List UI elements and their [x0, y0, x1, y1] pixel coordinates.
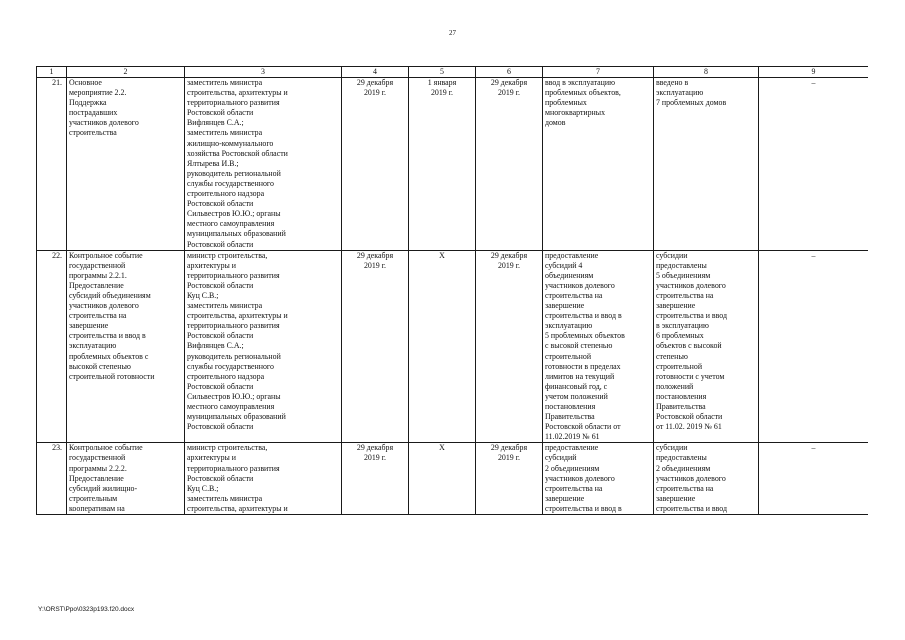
cell-text-line: строительства — [69, 128, 117, 138]
responsible-cell — [185, 443, 342, 515]
cell-text-line: с высокой степенью — [545, 341, 613, 351]
cell-text-line: министр строительства, — [187, 250, 268, 260]
column-header-1: 1 — [37, 67, 67, 78]
cell-text-line: строительства и ввод в — [545, 503, 622, 513]
cell-text-line: Куц С.В.; — [187, 290, 219, 300]
cell-text-line: Ростовской области — [187, 239, 254, 249]
cell-text-line: Правительства — [656, 402, 706, 411]
cell-text-line: участников долевого — [545, 280, 615, 290]
cell-text-line: строительства и ввод — [656, 503, 728, 513]
cell-text-line: 2019 г. — [497, 260, 521, 270]
cell-text-line: 2019 г. — [363, 88, 387, 98]
deviation-reason-cell: – — [759, 250, 869, 443]
cell-text-line: строительства, архитектуры и — [187, 88, 288, 98]
cell-text-line: государственной — [69, 260, 126, 270]
cell-text-line: строительным — [69, 493, 118, 503]
deviation-reason-cell: – — [759, 78, 869, 251]
cell-text-line: муниципальных образований — [187, 229, 286, 239]
cell-text-line: министр строительства, — [187, 443, 268, 453]
responsible-cell — [185, 78, 342, 251]
cell-text-line: 5 объединениям — [656, 270, 711, 280]
cell-text-line: учетом положений — [545, 391, 608, 401]
cell-text-line: Ростовской области — [187, 422, 254, 432]
cell-text-line: завершение — [656, 493, 696, 503]
cell-text-line: участников долевого — [69, 301, 139, 311]
cell-text-line: субсидии — [656, 250, 688, 260]
cell-text-line: Вифлянцев С.А.; — [187, 341, 244, 351]
cell-text-line: участников долевого — [545, 473, 615, 483]
cell-text-line: службы государственного — [187, 361, 274, 371]
cell-text-line: руководитель региональной — [187, 351, 281, 361]
cell-text-line: заместитель министра — [187, 78, 263, 87]
cell-text-line: готовности в пределах — [545, 361, 621, 371]
table-row — [37, 443, 869, 515]
cell-text-line: мероприятие 2.2. — [69, 88, 127, 98]
cell-text-line: 2019 г. — [497, 453, 521, 463]
cell-text-line: кооперативам на — [69, 503, 125, 513]
cell-text-line: эксплуатацию — [656, 88, 704, 98]
cell-text-line: эксплуатацию — [545, 321, 593, 331]
deviation-reason-cell: – — [759, 443, 869, 515]
cell-text-line: лимитов на текущий — [545, 371, 615, 381]
cell-text-line: участников долевого — [656, 280, 726, 290]
cell-text-line: муниципальных образований — [187, 412, 286, 422]
row-number-cell: 22. — [37, 250, 67, 443]
cell-text-line: Ялтырева И.В.; — [187, 158, 239, 168]
cell-text-line: предоставление — [545, 443, 599, 453]
planned-result-cell — [543, 78, 654, 251]
cell-text-line: Поддержка — [69, 98, 107, 108]
cell-text-line: строительной — [545, 351, 592, 361]
cell-text-line: 5 проблемных объектов — [545, 331, 625, 341]
cell-text-line: проблемных объектов с — [69, 351, 149, 361]
cell-text-line: местного самоуправления — [187, 219, 275, 229]
cell-text-line: участников долевого — [656, 473, 726, 483]
cell-text-line: объектов с высокой — [656, 341, 722, 351]
cell-text-line: 2 объединениям — [656, 463, 711, 473]
actual-start-date-cell — [409, 443, 476, 515]
cell-text-line: Куц С.В.; — [187, 483, 219, 493]
planned-date-cell — [342, 78, 409, 251]
cell-text-line: 29 декабря — [490, 250, 528, 260]
cell-text-line: объединениям — [545, 270, 594, 280]
cell-text-line: строительства на — [69, 311, 127, 321]
table-row — [37, 78, 869, 251]
planned-date-cell — [342, 443, 409, 515]
cell-text-line: жилищно-коммунального — [187, 138, 274, 148]
cell-text-line: службы государственного — [187, 178, 274, 188]
actual-end-date-cell — [476, 443, 543, 515]
responsible-cell — [185, 250, 342, 443]
planned-result-cell — [543, 250, 654, 443]
cell-text-line: положений — [656, 381, 694, 391]
cell-text-line: Предоставление — [69, 473, 124, 483]
column-header-8: 8 — [654, 67, 759, 78]
cell-text-line: строительного надзора — [187, 189, 265, 199]
cell-text-line: территориального развития — [187, 463, 280, 473]
cell-text-line: руководитель региональной — [187, 168, 281, 178]
cell-text-line: 11.02.2019 № 61 — [545, 432, 600, 442]
planned-result-cell — [543, 443, 654, 515]
cell-text-line: субсидий жилищно- — [69, 483, 138, 493]
cell-text-line: строительства и ввод — [656, 311, 728, 321]
cell-text-line: строительства на — [656, 290, 714, 300]
header-row — [37, 67, 869, 78]
cell-text-line: строительной готовности — [69, 371, 155, 381]
cell-text-line: строительства на — [545, 290, 603, 300]
cell-text-line: Ростовской области — [187, 108, 254, 118]
column-header-7: 7 — [543, 67, 654, 78]
column-header-2: 2 — [67, 67, 185, 78]
cell-text-line: Сильвестров Ю.Ю.; органы — [187, 391, 281, 401]
cell-text-line: Предоставление — [69, 280, 124, 290]
cell-text-line: от 11.02. 2019 № 61 — [656, 422, 722, 432]
cell-text-line: заместитель министра — [187, 301, 263, 311]
cell-text-line: введено в — [656, 78, 689, 87]
cell-text-line: архитектуры и — [187, 260, 237, 270]
cell-text-line: строительной — [656, 361, 703, 371]
footer-file-path: Y:\ORST\Ppo\0323p193.f20.docx — [38, 606, 135, 613]
cell-text-line: строительства и ввод в — [69, 331, 146, 341]
cell-text-line: завершение — [545, 493, 585, 503]
cell-text-line: 29 декабря — [490, 78, 528, 87]
cell-text-line: участников долевого — [69, 118, 139, 128]
cell-text-line: завершение — [656, 301, 696, 311]
page-number: 27 — [449, 29, 456, 37]
cell-text-line: заместитель министра — [187, 128, 263, 138]
cell-text-line: 29 декабря — [490, 443, 528, 453]
cell-text-line: Контрольное событие — [69, 443, 143, 453]
cell-text-line: строительства на — [656, 483, 714, 493]
table-body — [37, 78, 869, 515]
cell-text-line: высокой степенью — [69, 361, 131, 371]
cell-text-line: 29 декабря — [356, 78, 394, 87]
row-number-cell: 23. — [37, 443, 67, 515]
cell-text-line: Контрольное событие — [69, 250, 143, 260]
cell-text-line: Правительства — [545, 412, 595, 422]
cell-text-line: Основное — [69, 78, 102, 87]
cell-text-line: субсидий 4 — [545, 260, 583, 270]
cell-text-line: территориального развития — [187, 321, 280, 331]
cell-text-line: Ростовской области — [187, 473, 254, 483]
cell-text-line: 6 проблемных — [656, 331, 704, 341]
cell-text-line: строительства на — [545, 483, 603, 493]
event-name-cell — [67, 78, 185, 251]
cell-text-line: территориального развития — [187, 98, 280, 108]
cell-text-line: субсидий объединениям — [69, 290, 151, 300]
cell-text-line: степенью — [656, 351, 688, 361]
actual-start-date-cell — [409, 78, 476, 251]
cell-text-line: строительного надзора — [187, 371, 265, 381]
cell-text-line: постановления — [545, 402, 596, 411]
cell-text-line: Вифлянцев С.А.; — [187, 118, 244, 128]
cell-text-line: субсидии — [656, 443, 688, 453]
cell-text-line: многоквартирных — [545, 108, 606, 118]
cell-text-line: Ростовской области — [187, 331, 254, 341]
cell-text-line: Х — [439, 443, 445, 453]
column-header-5: 5 — [409, 67, 476, 78]
actual-start-date-cell — [409, 250, 476, 443]
cell-text-line: 29 декабря — [356, 443, 394, 453]
cell-text-line: 2019 г. — [363, 260, 387, 270]
cell-text-line: субсидий — [545, 453, 577, 463]
cell-text-line: завершение — [69, 321, 109, 331]
cell-text-line: 29 декабря — [356, 250, 394, 260]
cell-text-line: территориального развития — [187, 270, 280, 280]
cell-text-line: Ростовской области — [656, 412, 723, 422]
cell-text-line: 2019 г. — [497, 88, 521, 98]
column-header-6: 6 — [476, 67, 543, 78]
cell-text-line: проблемных объектов, — [545, 88, 621, 98]
event-name-cell — [67, 250, 185, 443]
cell-text-line: предоставлены — [656, 453, 707, 463]
cell-text-line: проблемных — [545, 98, 587, 108]
cell-text-line: Ростовской области — [187, 381, 254, 391]
cell-text-line: домов — [545, 118, 566, 128]
cell-text-line: строительства, архитектуры и — [187, 503, 288, 513]
cell-text-line: строительства, архитектуры и — [187, 311, 288, 321]
cell-text-line: 7 проблемных домов — [656, 98, 727, 108]
cell-text-line: предоставлены — [656, 260, 707, 270]
cell-text-line: готовности с учетом — [656, 371, 725, 381]
table-container — [36, 66, 868, 597]
cell-text-line: архитектуры и — [187, 453, 237, 463]
actual-result-cell — [654, 443, 759, 515]
cell-text-line: завершение — [545, 301, 585, 311]
cell-text-line: финансовый год, с — [545, 381, 608, 391]
cell-text-line: хозяйства Ростовской области — [187, 148, 288, 158]
actual-end-date-cell — [476, 250, 543, 443]
cell-text-line: предоставление — [545, 250, 599, 260]
cell-text-line: государственной — [69, 453, 126, 463]
table-row — [37, 250, 869, 443]
cell-text-line: в эксплуатацию — [656, 321, 709, 331]
cell-text-line: Х — [439, 250, 445, 260]
cell-text-line: ввод в эксплуатацию — [545, 78, 616, 87]
cell-text-line: Ростовской области — [187, 199, 254, 209]
cell-text-line: строительства и ввод в — [545, 311, 622, 321]
cell-text-line: Ростовской области от — [545, 422, 621, 432]
cell-text-line: местного самоуправления — [187, 402, 275, 411]
actual-result-cell — [654, 78, 759, 251]
row-number-cell: 21. — [37, 78, 67, 251]
column-header-3: 3 — [185, 67, 342, 78]
cell-text-line: 1 января — [427, 78, 457, 87]
column-header-4: 4 — [342, 67, 409, 78]
cell-text-line: Сильвестров Ю.Ю.; органы — [187, 209, 281, 219]
cell-text-line: Ростовской области — [187, 280, 254, 290]
cell-text-line: 2019 г. — [363, 453, 387, 463]
actual-end-date-cell — [476, 78, 543, 251]
event-name-cell — [67, 443, 185, 515]
planned-date-cell — [342, 250, 409, 443]
cell-text-line: заместитель министра — [187, 493, 263, 503]
cell-text-line: пострадавших — [69, 108, 118, 118]
cell-text-line: 2 объединениям — [545, 463, 600, 473]
cell-text-line: программы 2.2.2. — [69, 463, 127, 473]
report-table — [36, 66, 868, 515]
actual-result-cell — [654, 250, 759, 443]
cell-text-line: 2019 г. — [430, 88, 454, 98]
cell-text-line: эксплуатацию — [69, 341, 117, 351]
column-header-9: 9 — [759, 67, 869, 78]
cell-text-line: программы 2.2.1. — [69, 270, 127, 280]
cell-text-line: постановления — [656, 391, 707, 401]
